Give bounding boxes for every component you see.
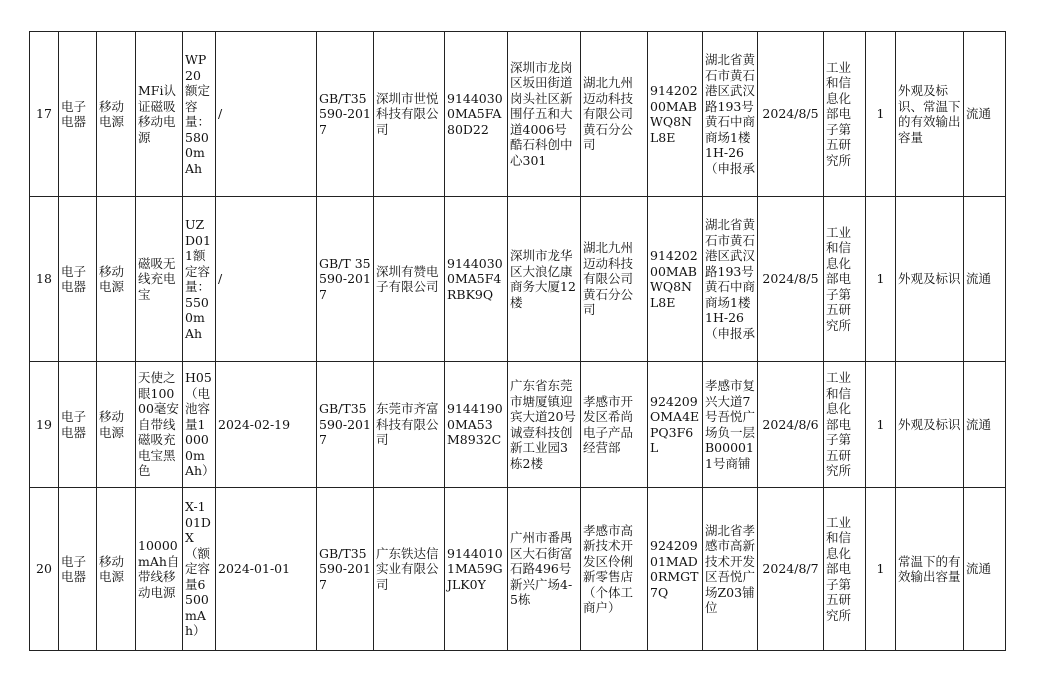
row-number: 20: [30, 488, 59, 651]
production-date-cell: /: [216, 32, 317, 197]
production-date-cell: 2024-02-19: [216, 362, 317, 488]
subcategory-cell: 移动电源: [97, 32, 136, 197]
spec-cell: WP20额定容量：5800mAh: [183, 32, 216, 197]
row-number: 17: [30, 32, 59, 197]
table-row: [30, 488, 1006, 651]
manufacturer-code-cell: 91441900MA53M8932C: [445, 362, 508, 488]
product-name-cell: 10000mAh自带线移动电源: [136, 488, 183, 651]
product-name-cell: MFi认证磁吸移动电源: [136, 32, 183, 197]
issue-cell: 外观及标识: [896, 197, 964, 362]
seller-code-cell: 91420200MABWQ8NL8E: [648, 197, 703, 362]
category-cell: 电子电器: [59, 32, 97, 197]
count-cell: 1: [866, 32, 896, 197]
issue-cell: 常温下的有效输出容量: [896, 488, 964, 651]
manufacturer-code-cell: 91440101MA59GJLK0Y: [445, 488, 508, 651]
table-row: [30, 197, 1006, 362]
standard-cell: GB/T35590-2017: [317, 32, 374, 197]
sample-date-cell: 2024/8/5: [758, 32, 824, 197]
sample-date-cell: 2024/8/6: [758, 362, 824, 488]
seller-address-cell: 湖北省黄石市黄石港区武汉路193号黄石中商商场1楼1H-26（申报承: [703, 32, 758, 197]
product-name-cell: 磁吸无线充电宝: [136, 197, 183, 362]
seller-cell: 湖北九州迈动科技有限公司黄石分公司: [581, 197, 648, 362]
stage-cell: 流通: [964, 32, 1006, 197]
agency-cell: 工业和信息化部电子第五研究所: [824, 362, 866, 488]
standard-cell: GB/T 35590-2017: [317, 197, 374, 362]
manufacturer-code-cell: 91440300MA5FA80D22: [445, 32, 508, 197]
seller-address-cell: 孝感市复兴大道7号吾悦广场负一层B000011号商铺: [703, 362, 758, 488]
table-row: [30, 32, 1006, 197]
agency-cell: 工业和信息化部电子第五研究所: [824, 32, 866, 197]
count-cell: 1: [866, 197, 896, 362]
row-number: 19: [30, 362, 59, 488]
manufacturer-cell: 深圳有赞电子有限公司: [374, 197, 445, 362]
manufacturer-address-cell: 广州市番禺区大石街富石路496号新兴广场4-5栋: [508, 488, 581, 651]
sampling-results-table: [29, 31, 1006, 651]
count-cell: 1: [866, 362, 896, 488]
stage-cell: 流通: [964, 197, 1006, 362]
spec-cell: UZD011额定容量：5500mAh: [183, 197, 216, 362]
seller-code-cell: 91420200MABWQ8NL8E: [648, 32, 703, 197]
manufacturer-address-cell: 广东省东莞市塘厦镇迎宾大道20号诚壹科技创新工业园3栋2楼: [508, 362, 581, 488]
stage-cell: 流通: [964, 488, 1006, 651]
sample-date-cell: 2024/8/5: [758, 197, 824, 362]
subcategory-cell: 移动电源: [97, 197, 136, 362]
seller-cell: 湖北九州迈动科技有限公司黄石分公司: [581, 32, 648, 197]
agency-cell: 工业和信息化部电子第五研究所: [824, 197, 866, 362]
standard-cell: GB/T35590-2017: [317, 488, 374, 651]
manufacturer-cell: 深圳市世悦科技有限公司: [374, 32, 445, 197]
seller-address-cell: 湖北省黄石市黄石港区武汉路193号黄石中商商场1楼1H-26（申报承: [703, 197, 758, 362]
seller-address-cell: 湖北省孝感市高新技术开发区吾悦广场Z03铺位: [703, 488, 758, 651]
subcategory-cell: 移动电源: [97, 362, 136, 488]
manufacturer-cell: 东莞市齐富科技有限公司: [374, 362, 445, 488]
agency-cell: 工业和信息化部电子第五研究所: [824, 488, 866, 651]
issue-cell: 外观及标识: [896, 362, 964, 488]
standard-cell: GB/T35590-2017: [317, 362, 374, 488]
category-cell: 电子电器: [59, 488, 97, 651]
category-cell: 电子电器: [59, 362, 97, 488]
row-number: 18: [30, 197, 59, 362]
seller-cell: 孝感市开发区希尚电子产品经营部: [581, 362, 648, 488]
manufacturer-cell: 广东铁达信实业有限公司: [374, 488, 445, 651]
count-cell: 1: [866, 488, 896, 651]
manufacturer-code-cell: 91440300MA5F4RBK9Q: [445, 197, 508, 362]
manufacturer-address-cell: 深圳市龙岗区坂田街道岗头社区新围仔五和大道4006号酷石科创中心301: [508, 32, 581, 197]
seller-cell: 孝感市高新技术开发区伶俐新零售店（个体工商户）: [581, 488, 648, 651]
category-cell: 电子电器: [59, 197, 97, 362]
sample-date-cell: 2024/8/7: [758, 488, 824, 651]
production-date-cell: /: [216, 197, 317, 362]
seller-code-cell: 92420901MAD0RMGT7Q: [648, 488, 703, 651]
product-name-cell: 天使之眼10000毫安自带线磁吸充电宝黑色: [136, 362, 183, 488]
spec-cell: H05（电池容量10000mAh）: [183, 362, 216, 488]
manufacturer-address-cell: 深圳市龙华区大浪亿康商务大厦12楼: [508, 197, 581, 362]
production-date-cell: 2024-01-01: [216, 488, 317, 651]
table-row: [30, 362, 1006, 488]
spec-cell: X-101DX（额定容量6500mAh）: [183, 488, 216, 651]
seller-code-cell: 924209OMA4EPQ3F6L: [648, 362, 703, 488]
subcategory-cell: 移动电源: [97, 488, 136, 651]
issue-cell: 外观及标识、常温下的有效输出容量: [896, 32, 964, 197]
stage-cell: 流通: [964, 362, 1006, 488]
